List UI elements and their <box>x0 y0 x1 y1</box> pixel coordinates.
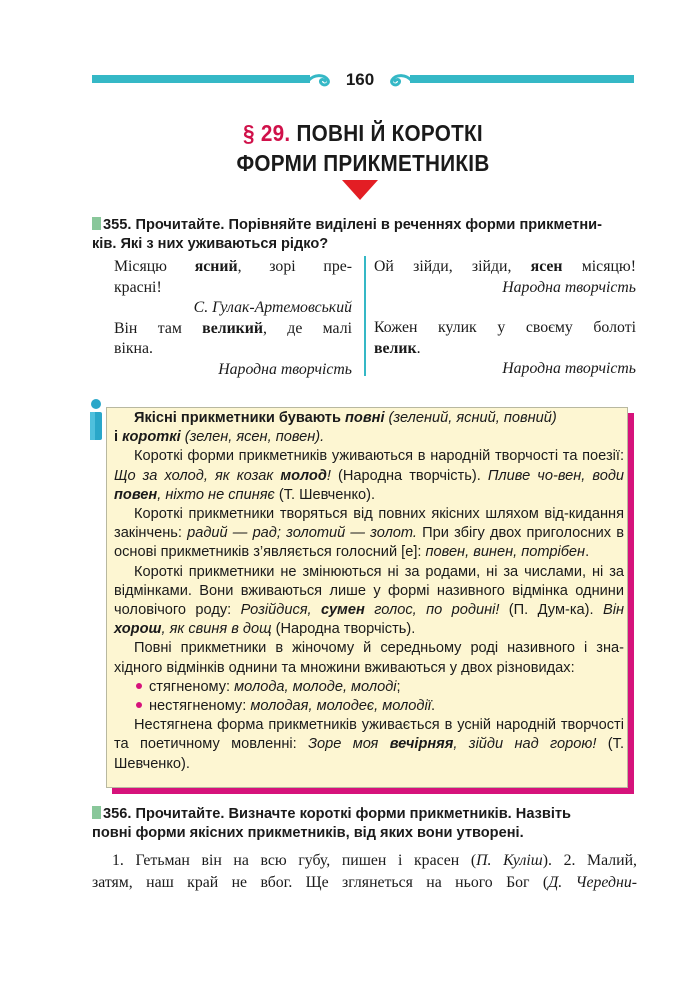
info-paragraph-3: Короткі прикметники творяться від повних якісних шляхом від-кидання закінчень: радий — рад; золотий — золот. При збігу двох приголосних в основі прикметників з’являється голосний [е]: повен, винен, потрібен. <box>114 506 624 561</box>
header-band-right <box>410 75 634 83</box>
poem-right <box>374 257 636 380</box>
info-paragraph-1: Якісні прикметники бувають повні (зелений, ясний, повний) і короткі (зелен, ясен, повен). <box>114 410 557 446</box>
exercise-356-line2: затям, наш край не вбог. Ще зглянеться на нього Бог (Д. Чередни- <box>92 874 637 891</box>
poem-left-author2: Народна творчість <box>218 360 352 378</box>
poem-right-line3: велик. <box>374 339 421 357</box>
poem-right-line2: Кожен кулик у своєму болоті <box>374 319 636 336</box>
exercise-marker <box>92 217 101 230</box>
info-box-content <box>114 409 624 774</box>
bullet-icon <box>136 702 142 708</box>
poem-left-author1: С. Гулак-Артемовський <box>193 299 352 316</box>
poem-left-line3: Він там великий, де малі <box>114 319 352 337</box>
exercise-marker <box>92 806 101 819</box>
exercise-356-line1: 1. Гетьман він на всю губу, пишен і красен (П. Куліш). 2. Малий, <box>112 852 637 869</box>
header-band-left <box>92 75 310 83</box>
poem-right-author2: Народна творчість <box>502 360 636 377</box>
right-ornament-icon <box>388 72 414 90</box>
info-paragraph-6: Нестягнена форма прикметників уживається в усній народній творчості та поетичному мовленні: Зоре моя вечірняя, зійди над горою! (Т. Шевченко). <box>114 717 624 772</box>
poem-left <box>114 257 352 380</box>
title-marker-triangle <box>342 180 378 200</box>
info-paragraph-5: Повні прикметники в жіночому й середньому роді називного і зна-хідного відмінків однини та множини вживаються у двох різновидах: <box>114 640 624 676</box>
poem-right-line1: Ой зійди, зійди, ясен місяцю! <box>374 258 636 275</box>
section-title-line2: ФОРМИ ПРИКМЕТНИКІВ <box>236 150 490 176</box>
poem-left-line2: красні! <box>114 278 162 296</box>
poem-divider <box>364 256 366 376</box>
bullet-icon <box>136 683 142 689</box>
section-title-line1: § 29. ПОВНІ Й КОРОТКІ <box>243 120 483 146</box>
info-paragraph-2: Короткі форми прикметників уживаються в народній творчості та поезії: Що за холод, як козак молод! (Народна творчість). Пливе чо-вен, води повен, ніхто не спиняє (Т. Шевченко). <box>114 448 624 503</box>
info-paragraph-4: Короткі прикметники не змінюються ні за родами, ні за числами, ні за відмінками. Вони вживаються лише у формі називного відмінка однини чоловічого роду: Розійдися, сумен голос, по родині! (П. Дум-ка). Він хорош, як свиня в дощ (Народна творчість). <box>114 563 624 638</box>
poem-left-line1: Місяцю ясний, зорі пре- <box>114 258 352 275</box>
poem-right-author1: Народна творчість <box>502 278 636 296</box>
section-number: § 29. <box>243 120 291 146</box>
exercise-355-task: 355. Прочитайте. Порівняйте виділені в реченнях форми прикметни- ків. Які з них уживаються рідко? <box>92 217 602 252</box>
info-bullet-2: нестягненому: молодая, молодеє, молодії. <box>114 697 624 716</box>
exercise-356-task: 356. Прочитайте. Визначте короткі форми прикметників. Назвіть повні форми якісних прикметників, від яких вони утворені. <box>92 806 572 841</box>
exercise-356-text <box>92 850 637 894</box>
info-bullet-1: стягненому: молода, молоде, молоді; <box>114 678 624 697</box>
poem-left-line4: вікна. <box>114 340 153 357</box>
info-icon <box>86 398 106 442</box>
page-number: 160 <box>345 70 375 89</box>
